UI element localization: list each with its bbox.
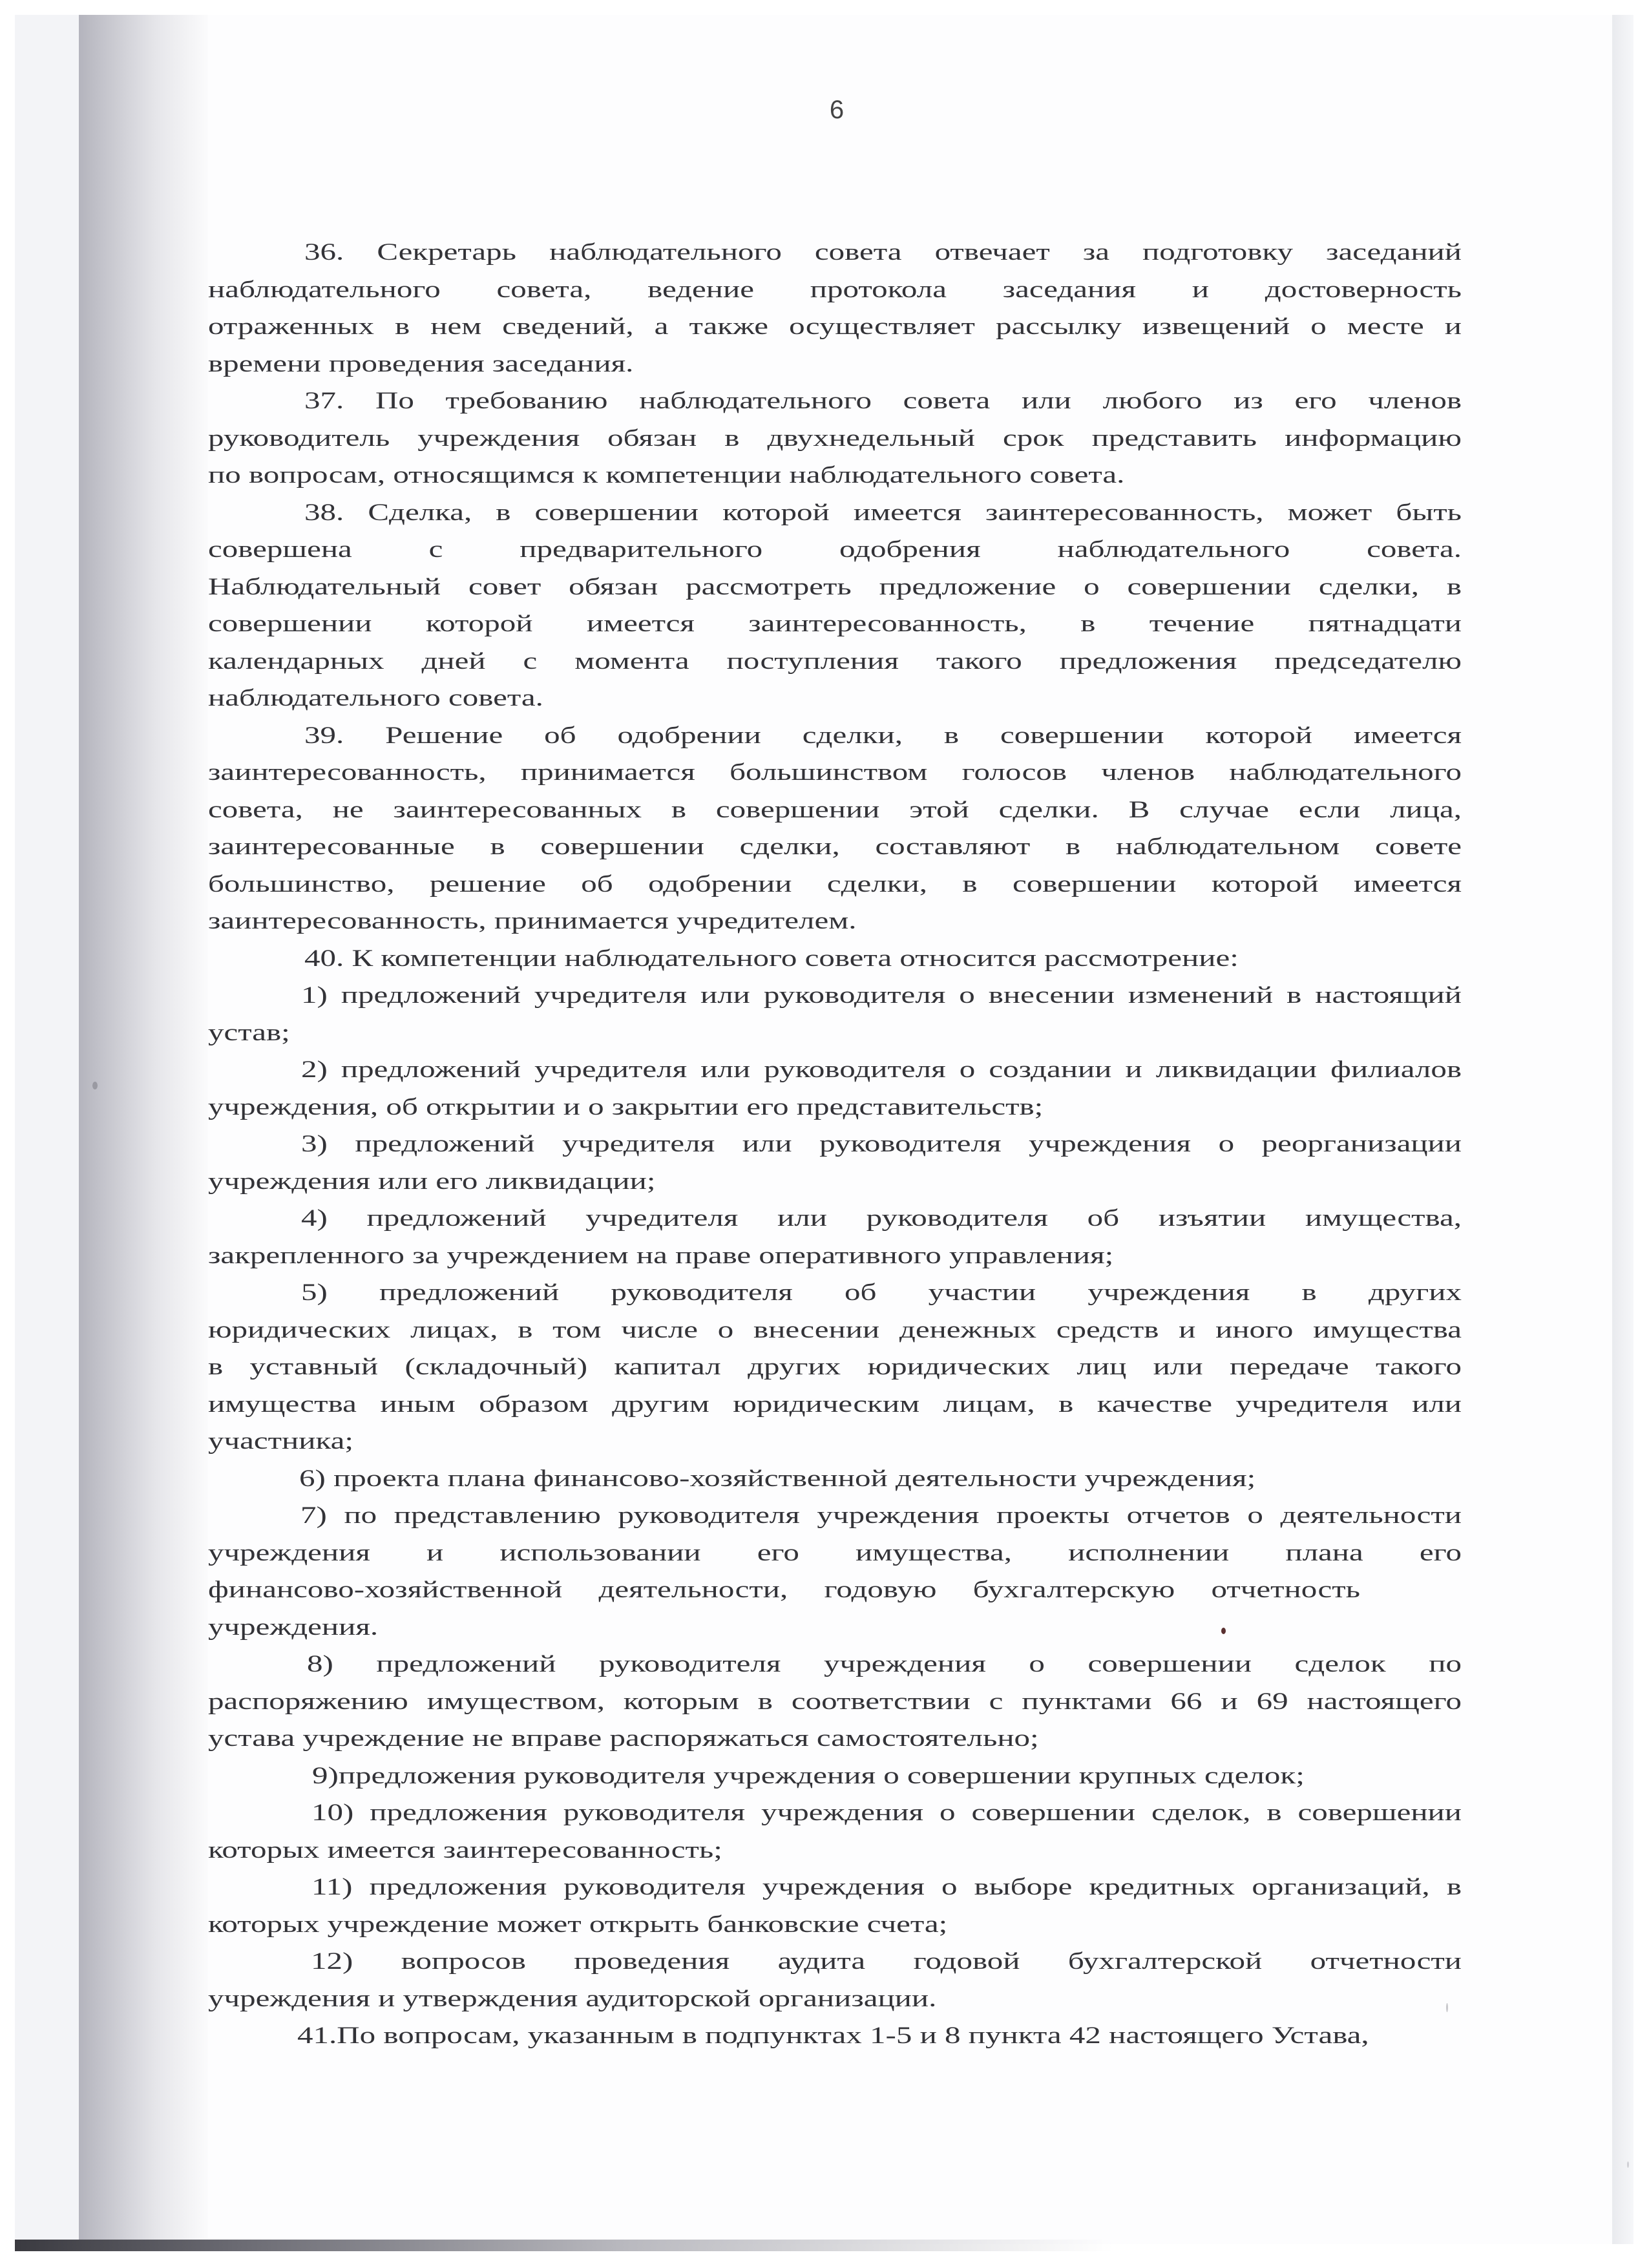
text-line: которых учреждение может открыть банковские счета; <box>208 1910 948 1937</box>
text-line: 6) проекта плана финансово-хозяйственной деятельности учреждения; <box>299 1464 1256 1491</box>
text-line: учреждения или его ликвидации; <box>208 1167 656 1194</box>
text-line: 4) предложений учредителя или руководителя об изъятии имущества, <box>301 1204 1462 1232</box>
text-line: совета, не заинтересованных в совершении этой сделки. В случае если лица, <box>208 795 1462 823</box>
text-line: 36. Секретарь наблюдательного совета отвечает за подготовку заседаний <box>304 238 1462 266</box>
text-line: 10) предложения руководителя учреждения о совершении сделок, в совершении <box>311 1798 1462 1826</box>
text-line: отраженных в нем сведений, а также осуществляет рассылку извещений о месте и <box>208 312 1462 340</box>
text-line: учреждения и использовании его имущества, исполнении плана его <box>208 1538 1462 1566</box>
text-line: юридических лицах, в том числе о внесении денежных средств и иного имущества <box>208 1316 1462 1343</box>
text-line: участника; <box>208 1427 353 1454</box>
text-line: заинтересованность, принимается большинством голосов членов наблюдательного <box>208 758 1462 786</box>
text-line: 38. Сделка, в совершении которой имеется заинтересованность, может быть <box>304 498 1462 525</box>
text-line: 11) предложения руководителя учреждения о выборе кредитных организаций, в <box>311 1873 1462 1900</box>
text-line: 7) по представлению руководителя учреждения проекты отчетов о деятельности <box>300 1501 1462 1529</box>
text-line: большинство, решение об одобрении сделки, в совершении которой имеется <box>208 870 1462 897</box>
text-line: по вопросам, относящимся к компетенции наблюдательного совета. <box>208 461 1125 488</box>
text-line: наблюдательного совета, ведение протокола заседания и достоверность <box>208 275 1462 302</box>
text-line: совершена с предварительного одобрения наблюдательного совета. <box>208 535 1462 563</box>
text-line: 9)предложения руководителя учреждения о совершении крупных сделок; <box>312 1761 1305 1789</box>
scan-speck <box>92 1082 98 1089</box>
text-line: финансово-хозяйственной деятельности, годовую бухгалтерскую отчетность <box>208 1575 1360 1603</box>
text-line: 3) предложений учредителя или руководителя учреждения о реорганизации <box>301 1129 1462 1157</box>
text-line: 8) предложений руководителя учреждения о совершении сделок по <box>307 1650 1462 1677</box>
text-line: 37. По требованию наблюдательного совета или любого из его членов <box>304 386 1462 414</box>
text-line: 39. Решение об одобрении сделки, в совершении которой имеется <box>304 721 1462 748</box>
text-line: наблюдательного совета. <box>208 684 543 711</box>
text-line: устава учреждение не вправе распоряжаться самостоятельно; <box>208 1724 1039 1752</box>
text-line: календарных дней с момента поступления такого предложения председателю <box>208 647 1462 674</box>
scan-speck <box>1627 2161 1629 2168</box>
text-line: распоряжению имуществом, которым в соответствии с пунктами 66 и 69 настоящего <box>208 1687 1462 1714</box>
text-line: 12) вопросов проведения аудита годовой бухгалтерской отчетности <box>311 1947 1462 1975</box>
text-line: учреждения. <box>208 1613 379 1640</box>
scan-bottom-edge <box>15 2240 1113 2251</box>
text-line: 2) предложений учредителя или руководителя о создании и ликвидации филиалов <box>301 1055 1462 1083</box>
text-line: времени проведения заседания. <box>208 350 634 377</box>
text-line: 41.По вопросам, указанным в подпунктах 1-5 и 8 пункта 42 настоящего Устава, <box>297 2021 1369 2049</box>
text-line: Наблюдательный совет обязан рассмотреть предложение о совершении сделки, в <box>208 572 1462 600</box>
page-number: 6 <box>829 96 845 124</box>
text-line: имущества иным образом другим юридическим лицам, в качестве учредителя или <box>208 1390 1462 1417</box>
text-line: 40. К компетенции наблюдательного совета относится рассмотрение: <box>304 944 1239 971</box>
text-line: заинтересованность, принимается учредителем. <box>208 907 857 934</box>
text-line: которых имеется заинтересованность; <box>208 1836 722 1863</box>
text-line: устав; <box>208 1018 290 1045</box>
text-line: заинтересованные в совершении сделки, составляют в наблюдательном совете <box>208 832 1462 860</box>
text-line: руководитель учреждения обязан в двухнедельный срок представить информацию <box>208 424 1462 451</box>
text-line: 5) предложений руководителя об участии учреждения в других <box>301 1278 1462 1306</box>
text-line: закрепленного за учреждением на праве оперативного управления; <box>208 1241 1114 1268</box>
text-line: учреждения и утверждения аудиторской организации. <box>208 1984 937 2011</box>
text-line: в уставный (складочный) капитал других юридических лиц или передаче такого <box>208 1352 1462 1380</box>
scan-binding-shadow <box>79 15 208 2244</box>
text-line: совершении которой имеется заинтересованность, в течение пятнадцати <box>208 609 1462 637</box>
scan-left-margin <box>15 15 79 2244</box>
text-line: учреждения, об открытии и о закрытии его представительств; <box>208 1093 1044 1120</box>
scan-right-edge <box>1612 15 1633 2244</box>
text-line: 1) предложений учредителя или руководителя о внесении изменений в настоящий <box>301 981 1462 1009</box>
